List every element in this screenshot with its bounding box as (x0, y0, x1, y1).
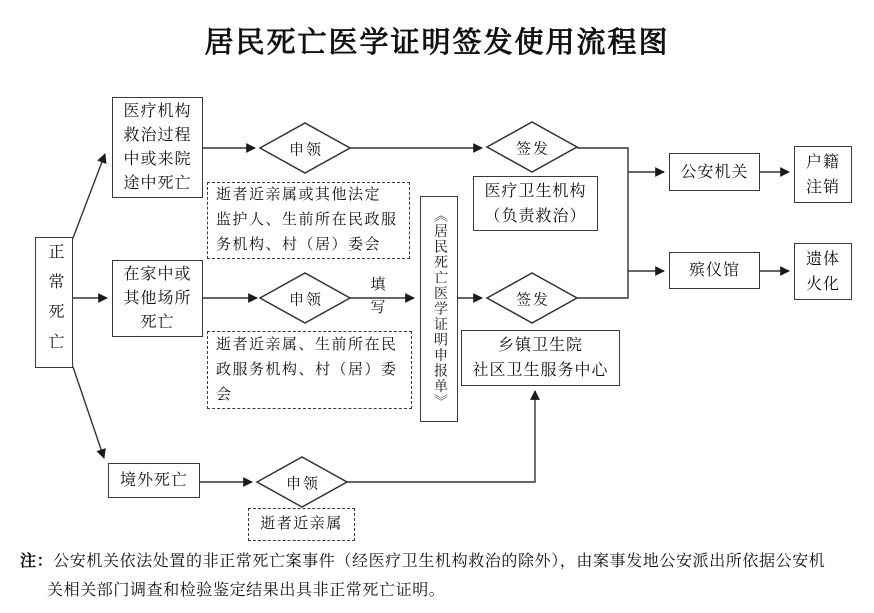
edge-normal-to-abroad (73, 367, 104, 458)
note-box-guardian-bottom: 逝者近亲属 (248, 508, 355, 541)
note-box-guardian-mid: 逝者近亲属、生前所在民 政服务机构、村（居）委 会 (207, 331, 412, 409)
apply-diamond-2-label: 申领 (288, 292, 324, 309)
fill-in-label: 填写 (370, 277, 386, 316)
node-public-security: 公安机关 (669, 153, 760, 191)
node-household-cancel: 户籍 注销 (794, 146, 852, 203)
node-funeral-home: 殡仪馆 (669, 252, 760, 289)
node-declaration-form: 《居民死亡医学证明申报单》 (420, 196, 458, 422)
apply-diamond-3-label: 申领 (285, 476, 321, 493)
node-township-health: 乡镇卫生院 社区卫生服务中心 (461, 330, 620, 386)
note-box-guardian-top: 逝者近亲属或其他法定 监护人、生前所在民政服 务机构、村（居）委会 (207, 182, 410, 259)
node-home-death: 在家中或 其他场所 死亡 (112, 260, 203, 337)
apply-diamond-1-label: 申领 (288, 142, 324, 159)
node-abroad-death: 境外死亡 (108, 463, 200, 498)
issue-diamond-2-label: 签发 (515, 292, 551, 309)
node-medical-org-death: 医疗机构 救治过程 中或来院 途中死亡 (112, 97, 203, 198)
page-title: 居民死亡医学证明签发使用流程图 (204, 27, 670, 59)
edge-normal-to-medical (73, 154, 105, 238)
footnote-line2: 关相关部门调查和检验鉴定结果出具非正常死亡证明。 (47, 582, 446, 599)
node-medical-health-org: 医疗卫生机构 （负责救治） (473, 176, 598, 231)
issue-diamond-1-label: 签发 (515, 141, 551, 158)
footnote-line1: 注：公安机关依法处置的非正常死亡案事件（经医疗卫生机构救治的除外），由案事发地公安派出所依据公安机 (20, 553, 826, 570)
node-body-cremation: 遗体 火化 (794, 243, 852, 300)
footnote (20, 547, 865, 605)
node-normal-death: 正常死亡 (35, 237, 73, 368)
